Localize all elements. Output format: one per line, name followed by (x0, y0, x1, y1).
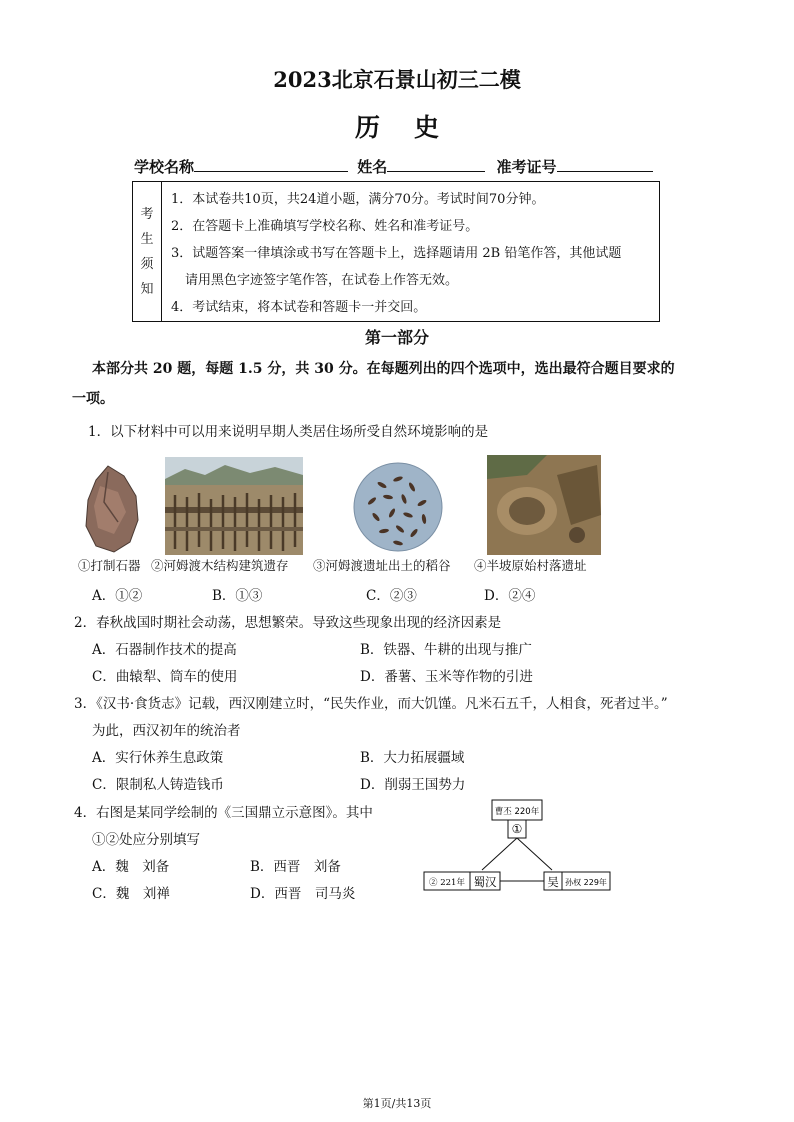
diagram-left-node: 蜀汉 (473, 875, 497, 889)
notice-item: 3．试题答案一律填涂或书写在答题卡上，选择题请用 2B 铅笔作答，其他试题 (171, 246, 622, 261)
student-info-line (134, 156, 653, 177)
diagram-left-label: ② 221年 (429, 878, 465, 888)
banpo-village-site-image (487, 455, 601, 555)
q4-option-a[interactable]: A．魏 刘备 (92, 859, 170, 875)
part-intro-cont: 一项。 (72, 391, 114, 407)
notice-item: 请用黑色字迹签字笔作答，在试卷上作答无效。 (185, 273, 459, 288)
subject-title: 历史 (354, 113, 473, 142)
three-kingdoms-diagram (420, 796, 614, 896)
q3-option-c[interactable]: C．限制私人铸造钱币 (92, 777, 224, 793)
notice-side-char: 知 (140, 281, 154, 297)
notice-side-char: 考 (140, 206, 154, 222)
q1-option-b[interactable]: B．①③ (212, 588, 263, 604)
q4-stem-cont: ①②处应分别填写 (92, 832, 200, 848)
part-title: 第一部分 (364, 328, 429, 347)
notice-item: 2．在答题卡上准确填写学校名称、姓名和准考证号。 (171, 219, 479, 234)
q3-stem: 3．《汉书·食货志》记载，西汉刚建立时，“民失作业，而大饥馑。凡米石五千，人相食，死者过半。” (74, 696, 668, 712)
notice-item: 1．本试卷共10页，共24道小题，满分70分。考试时间70分钟。 (171, 192, 545, 207)
id-blank (557, 157, 653, 172)
name-label: 姓名 (357, 158, 388, 176)
q2-stem: 2．春秋战国时期社会动荡，思想繁荣。导致这些现象出现的经济因素是 (74, 615, 502, 631)
q2-option-a[interactable]: A．石器制作技术的提高 (92, 642, 237, 658)
q4-option-d[interactable]: D．西晋 司马炎 (250, 886, 356, 902)
notice-side-label (133, 182, 162, 321)
id-label: 准考证号 (496, 158, 557, 176)
name-blank (387, 157, 485, 172)
notice-items (171, 186, 653, 321)
q1-option-c[interactable]: C．②③ (366, 588, 417, 604)
q1-stem: 1．以下材料中可以用来说明早期人类居住场所受自然环境影响的是 (88, 424, 489, 440)
part-intro: 本部分共 20 题，每题 1.5 分，共 30 分。在每题列出的四个选项中，选出最符合题目要求的 (92, 361, 675, 377)
diagram-top-node: ① (511, 822, 523, 836)
notice-side-char: 须 (140, 256, 154, 272)
q1-option-a[interactable]: A．①② (92, 588, 143, 604)
notice-item: 4．考试结束，将本试卷和答题卡一并交回。 (171, 300, 427, 315)
diagram-right-node: 吴 (547, 875, 559, 889)
school-blank (194, 157, 348, 172)
diagram-right-label: 孙权 229年 (565, 878, 607, 887)
q1-option-d[interactable]: D．②④ (484, 588, 536, 604)
q1-caption-1: ①打制石器 (78, 558, 141, 573)
q2-option-c[interactable]: C．曲辕犁、筒车的使用 (92, 669, 238, 685)
rice-grains-image (352, 461, 444, 553)
notice-side-char: 生 (140, 231, 154, 247)
q2-option-d[interactable]: D．番薯、玉米等作物的引进 (360, 669, 533, 685)
diagram-top-label: 曹丕 220年 (494, 807, 540, 817)
page-footer: 第1页/共13页 (362, 1097, 432, 1110)
school-label: 学校名称 (134, 158, 195, 176)
q1-caption-2: ②河姆渡木结构建筑遗存 (151, 558, 289, 573)
q1-caption-3: ③河姆渡遗址出土的稻谷 (313, 558, 451, 573)
q3-stem-cont: 为此，西汉初年的统治者 (92, 723, 241, 739)
q2-option-b[interactable]: B．铁器、牛耕的出现与推广 (360, 642, 532, 658)
stone-tool-image (78, 462, 146, 554)
q4-option-b[interactable]: B．西晋 刘备 (250, 859, 341, 875)
q3-option-a[interactable]: A．实行休养生息政策 (92, 750, 224, 766)
q1-caption-4: ④半坡原始村落遗址 (474, 558, 587, 573)
exam-notice-box (132, 181, 660, 322)
q4-stem: 4．右图是某同学绘制的《三国鼎立示意图》。其中 (74, 805, 373, 821)
q3-option-d[interactable]: D．削弱王国势力 (360, 777, 466, 793)
q4-option-c[interactable]: C．魏 刘禅 (92, 886, 170, 902)
q3-option-b[interactable]: B．大力拓展疆域 (360, 750, 465, 766)
hemudu-wood-structure-image (165, 457, 303, 555)
page-title: 2023北京石景山初三二模 (273, 67, 521, 92)
